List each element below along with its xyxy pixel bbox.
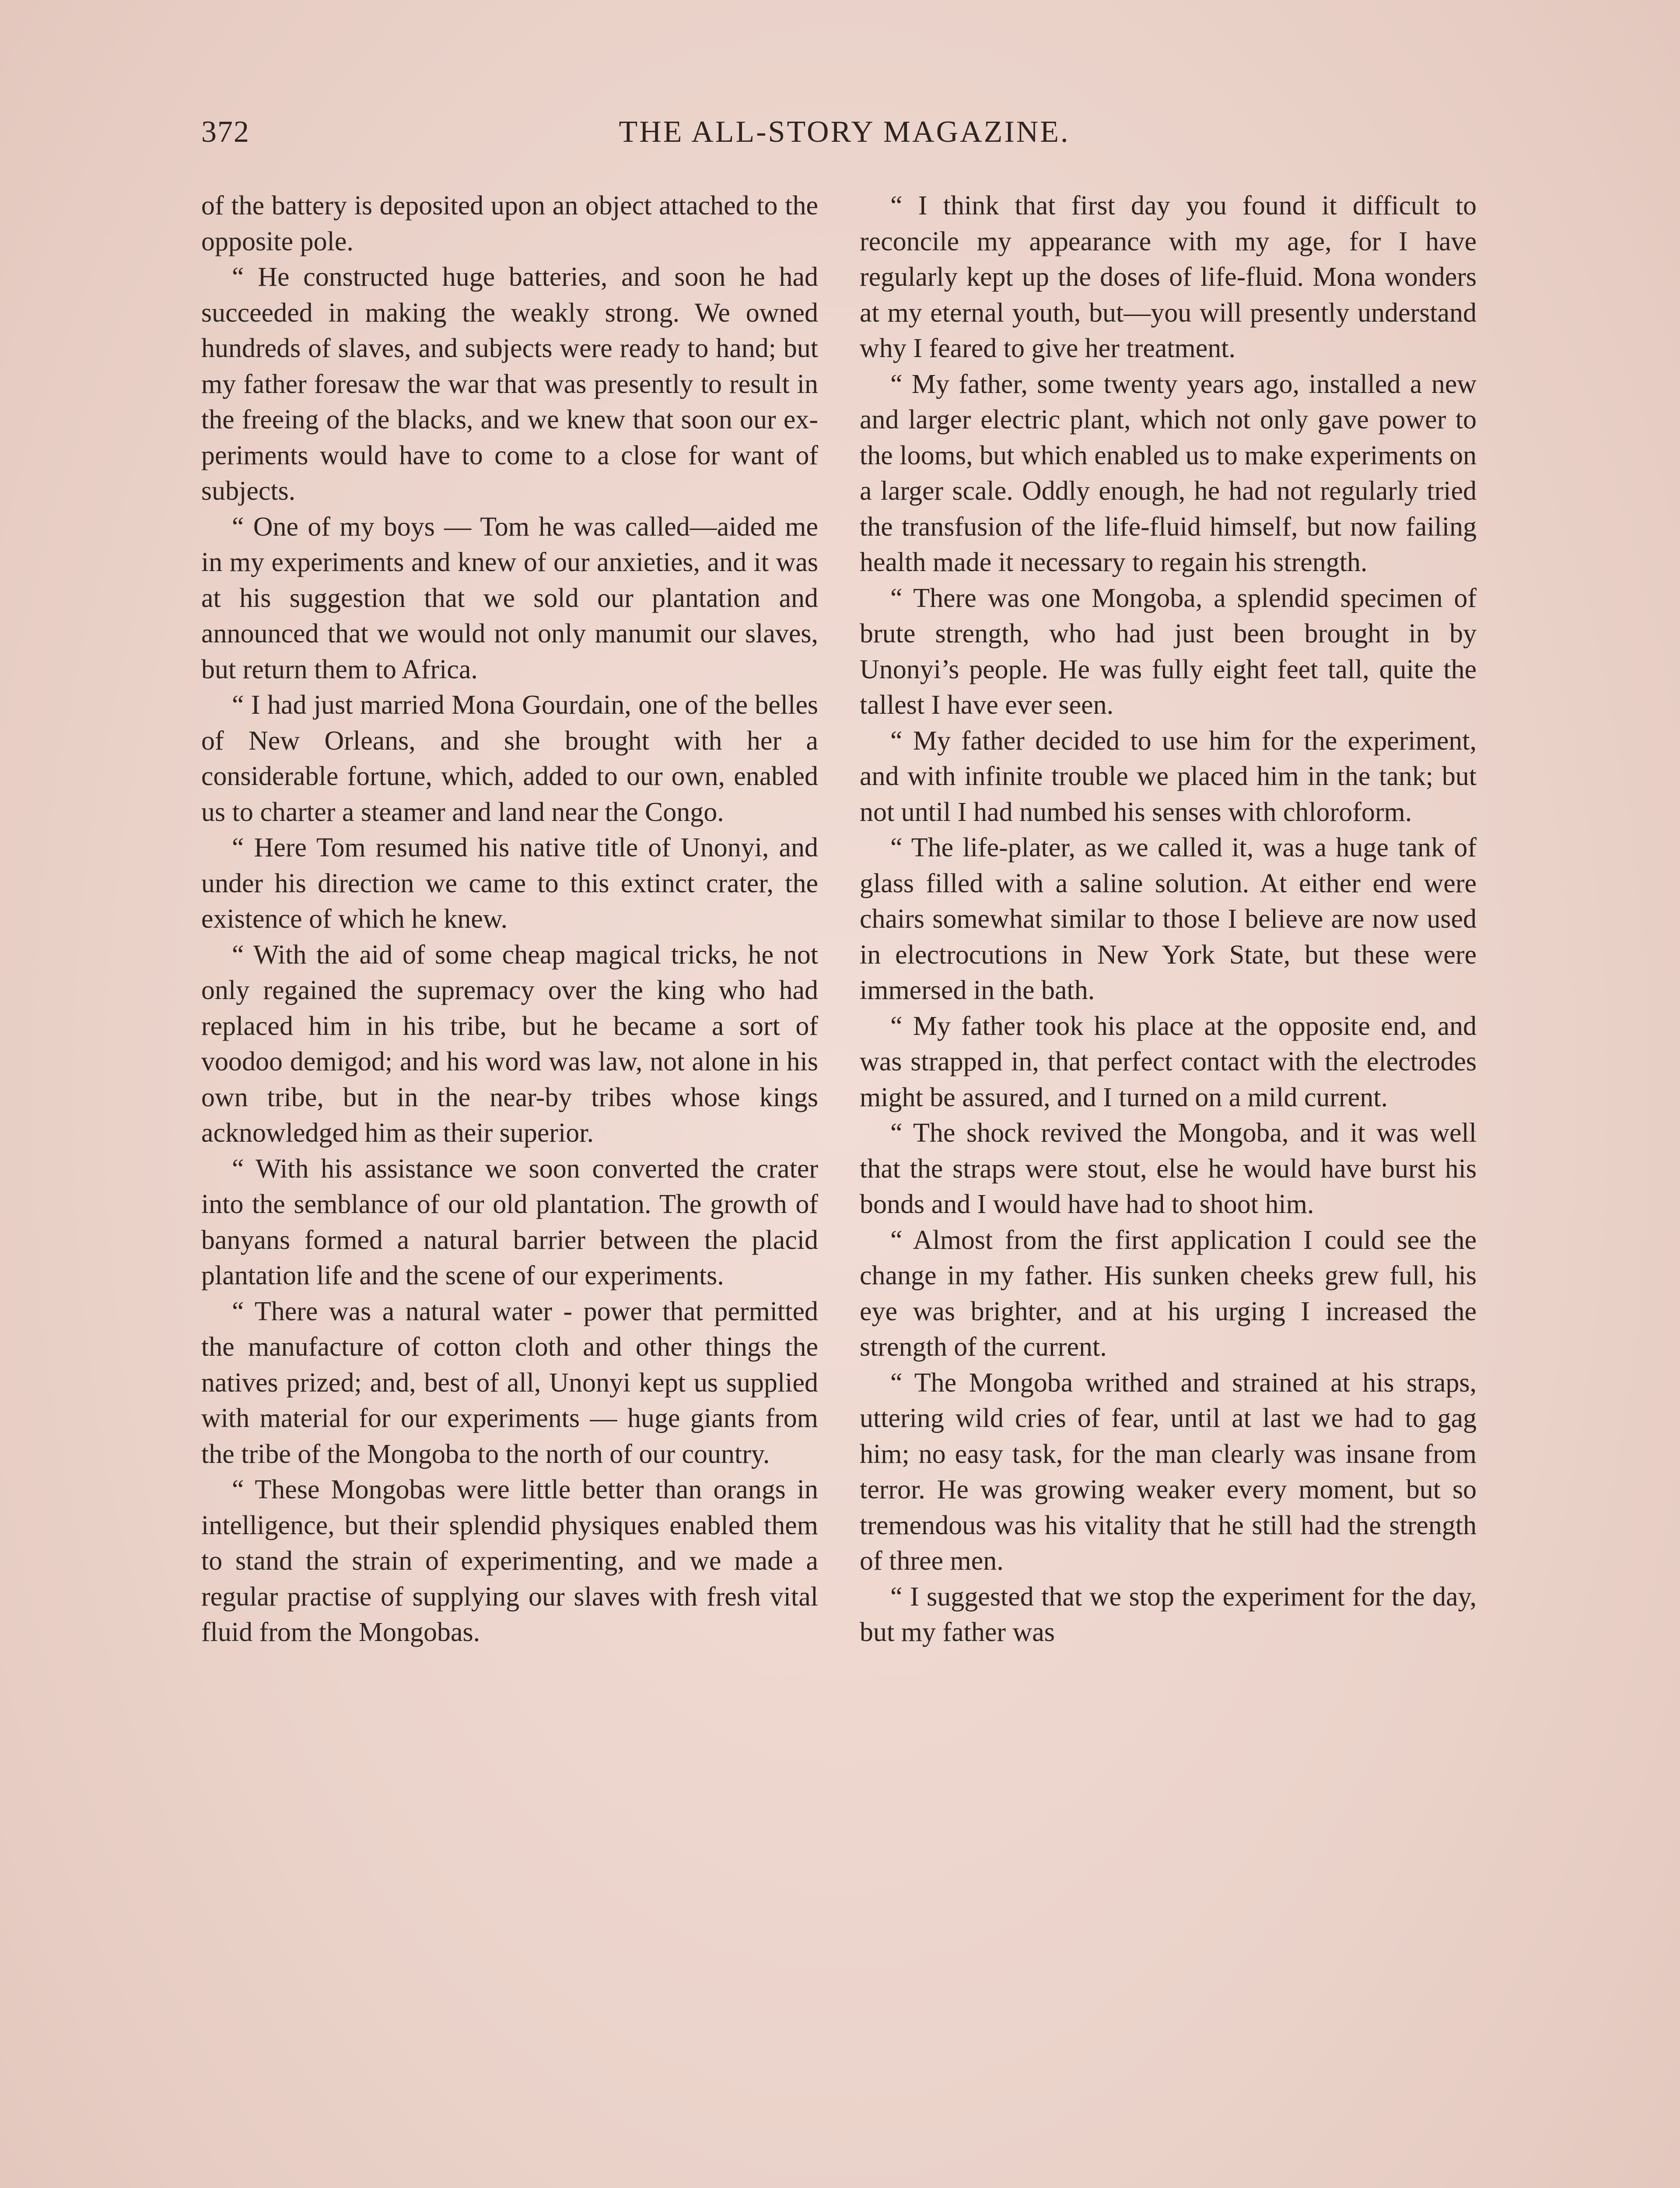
paragraph: “ With his assistance we soon converted the crater into the semblance of our old plantation. The growth of banyans formed a natural barrier between the placid plantation life and the scene of our experiments. xyxy=(201,1154,818,1290)
paragraph: “ The life-plater, as we called it, was a huge tank of glass filled with a saline solution. At either end were chairs somewhat similar to those I believe are now used in electrocutions in New York State, but these were immersed in the bath. xyxy=(860,833,1477,1005)
paragraph: “ Almost from the first application I could see the change in my father. His sunken cheeks grew full, his eye was brighter, and at his urging I increased the strength of the current. xyxy=(860,1225,1477,1362)
paragraph: “ I think that first day you found it difficult to reconcile my appearance with my age, for I have regularly kept up the doses of life-fluid. Mona wonders at my eternal youth, but—you will presently understand why I feared to give her treatment. xyxy=(860,191,1477,363)
paragraph: “ I suggested that we stop the experiment for the day, but my father was xyxy=(860,1581,1477,1647)
page-number: 372 xyxy=(201,115,250,149)
paragraph: “ The shock revived the Mongoba, and it was well that the straps were stout, else he would have burst his bonds and I would have had to shoot him. xyxy=(860,1118,1477,1219)
paragraph: “ One of my boys — Tom he was called—aided me in my experiments and knew of our anxieties, and it was at his suggestion that we sold our plantation and announced that we would not only manumit our slaves, but return them to Africa. xyxy=(201,512,818,684)
right-column xyxy=(860,188,1477,2188)
paragraph: “ The Mongoba writhed and strained at his straps, uttering wild cries of fear, until at last we had to gag him; no easy task, for the man clearly was insane from terror. He was growing weaker every moment, but so tremendous was his vitality that he still had the strength of three men. xyxy=(860,1368,1477,1576)
paragraph: “ My father decided to use him for the experiment, and with infinite trouble we placed him in the tank; but not until I had numbed his senses with chloroform. xyxy=(860,726,1477,827)
paragraph: “ He constructed huge batteries, and soon he had succeeded in making the weakly strong. We owned hundreds of slaves, and subjects were ready to hand; but my father foresaw the war that was presently to result in the freeing of the blacks, and we knew that soon our experiments would have to come to a close for want of subjects. xyxy=(201,262,818,506)
paragraph: “ There was one Mongoba, a splendid specimen of brute strength, who had just been brought in by Unonyi’s people. He was fully eight feet tall, quite the tallest I have ever seen. xyxy=(860,583,1477,720)
running-title: THE ALL-STORY MAGAZINE. xyxy=(619,115,1070,149)
paragraph: “ My father, some twenty years ago, installed a new and larger electric plant, which not only gave power to the looms, but which enabled us to make experiments on a larger scale. Oddly enough, he had not regularly tried the transfusion of the life-fluid himself, but now failing health made it necessary to regain his strength. xyxy=(860,369,1477,577)
paragraph: “ Here Tom resumed his native title of Unonyi, and under his direction we came to this extinct crater, the existence of which he knew. xyxy=(201,833,818,934)
paragraph: “ My father took his place at the opposite end, and was strapped in, that perfect contact with the electrodes might be assured, and I turned on a mild current. xyxy=(860,1011,1477,1112)
paragraph: “ With the aid of some cheap magical tricks, he not only regained the supremacy over the king who had replaced him in his tribe, but he became a sort of voodoo demigod; and his word was law, not alone in his own tribe, but in the near-by tribes whose kings acknowledged him as their superior. xyxy=(201,940,818,1148)
paragraph: “ I had just married Mona Gourdain, one of the belles of New Orleans, and she brought with her a considerable fortune, which, added to our own, enabled us to charter a steamer and land near the Congo. xyxy=(201,690,818,827)
paragraph: “ These Mongobas were little better than orangs in intelligence, but their splendid physiques enabled them to stand the strain of experimenting, and we made a regular practise of supplying our slaves with fresh vital fluid from the Mongobas. xyxy=(201,1475,818,1647)
paragraph: of the battery is deposited upon an object attached to the opposite pole. xyxy=(201,191,818,256)
page-header xyxy=(201,115,1488,163)
paragraph: “ There was a natural water - power that permitted the manufacture of cotton cloth and other things the natives prized; and, best of all, Unonyi kept us supplied with material for our experiments — huge giants from the tribe of the Mongoba to the north of our country. xyxy=(201,1296,818,1469)
left-column xyxy=(201,188,818,2188)
